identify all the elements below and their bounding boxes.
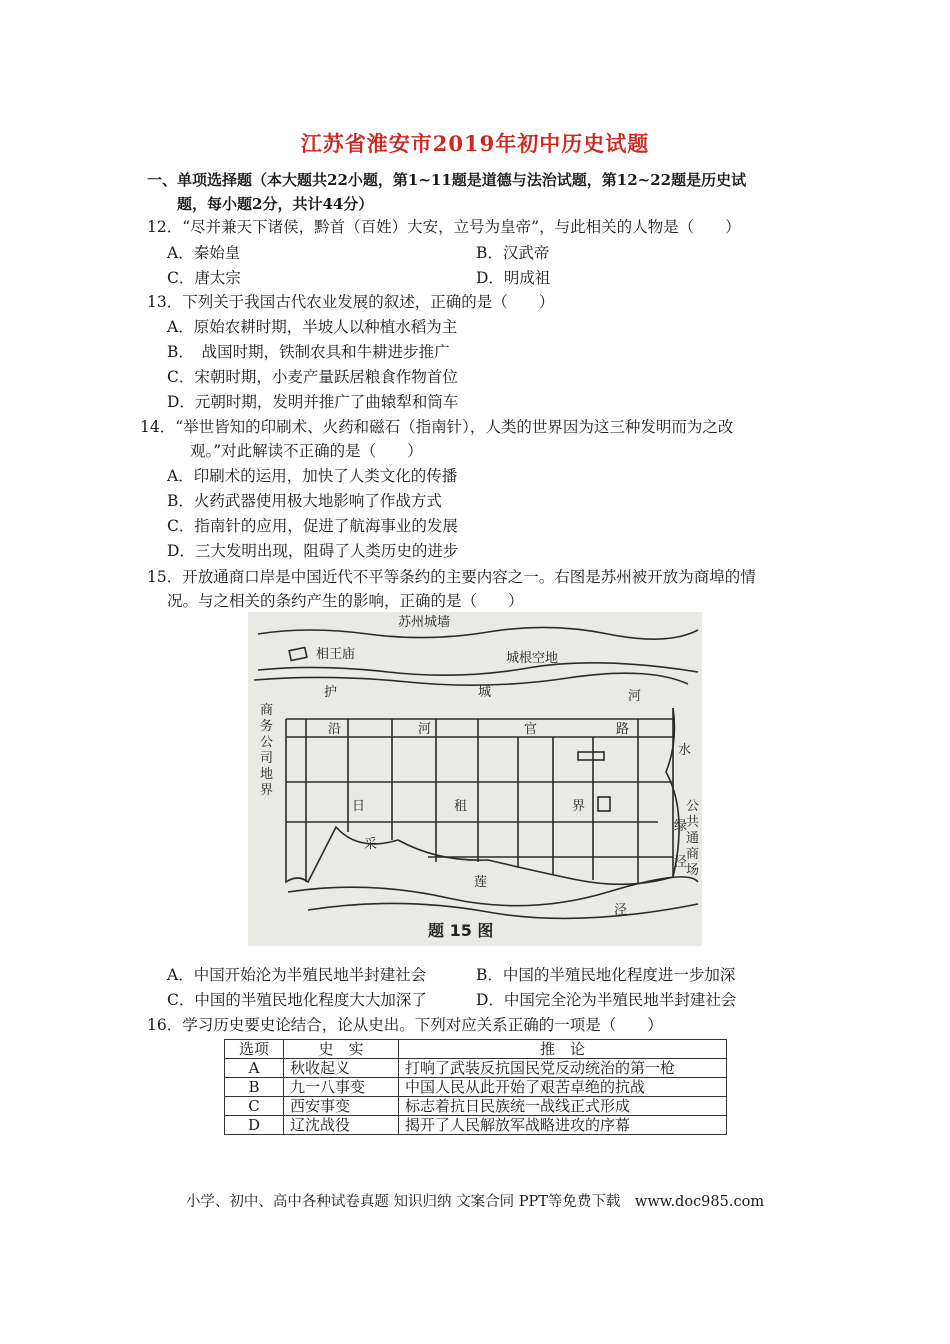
label-temple: 相王庙 bbox=[316, 647, 356, 662]
label-left-4: 司 bbox=[260, 751, 274, 766]
table-header: 史 实 bbox=[284, 1040, 399, 1059]
label-left-6: 界 bbox=[260, 783, 274, 798]
table-row bbox=[225, 1116, 727, 1135]
q14-stem-line2: 观。”对此解读不正确的是（ ） bbox=[190, 442, 423, 460]
q12-stem: 12．“尽并兼天下诸侯，黔首（百姓）大安，立号为皇帝”，与此相关的人物是（ ） bbox=[147, 218, 741, 236]
q12-option-a: A．秦始皇 bbox=[167, 244, 241, 262]
q12-option-b: B．汉武帝 bbox=[476, 244, 550, 262]
label-right-5: 场 bbox=[686, 863, 700, 878]
section-heading bbox=[147, 168, 827, 216]
table-row bbox=[225, 1097, 727, 1116]
table-cell-fact: 九一八事变 bbox=[284, 1078, 399, 1097]
q15-stem-line2: 况。与之相关的条约产生的影响，正确的是（ ） bbox=[167, 592, 524, 610]
q14-option-a: A．印刷术的运用，加快了人类文化的传播 bbox=[167, 467, 458, 485]
label-bottom-1: 采 bbox=[364, 837, 378, 852]
q13-option-c: C．宋朝时期，小麦产量跃居粮食作物首位 bbox=[167, 368, 458, 386]
label-moat-1: 护 bbox=[324, 685, 338, 700]
q15-option-d: D．中国完全沦为半殖民地半封建社会 bbox=[476, 991, 737, 1009]
table-cell-option: D bbox=[225, 1116, 284, 1135]
q14-option-b: B．火药武器使用极大地影响了作战方式 bbox=[167, 492, 442, 510]
q14-option-d: D．三大发明出现，阻碍了人类历史的进步 bbox=[167, 542, 459, 560]
page-title: 江苏省淮安市2019年初中历史试题 bbox=[300, 131, 650, 156]
suzhou-concession-map bbox=[248, 612, 702, 946]
label-wall: 苏州城墙 bbox=[398, 615, 451, 630]
label-right-1: 公 bbox=[686, 799, 700, 814]
label-moat-3: 河 bbox=[628, 689, 642, 704]
table-cell-option: C bbox=[225, 1097, 284, 1116]
label-road-3: 官 bbox=[524, 722, 538, 737]
q13-option-a: A．原始农耕时期，半坡人以种植水稻为主 bbox=[167, 318, 458, 336]
table-cell-inference: 揭开了人民解放军战略进攻的序幕 bbox=[399, 1116, 727, 1135]
page-footer: 小学、初中、高中各种试卷真题 知识归纳 文案合同 PPT等免费下载 www.doc985.com bbox=[185, 1194, 765, 1210]
label-left-5: 地 bbox=[260, 767, 274, 782]
label-open-land: 城根空地 bbox=[506, 651, 559, 666]
label-concession-2: 租 bbox=[454, 799, 468, 814]
q15-option-c: C．中国的半殖民地化程度大大加深了 bbox=[167, 991, 427, 1009]
label-water: 水 bbox=[678, 743, 692, 758]
label-road-1: 沿 bbox=[328, 722, 342, 737]
label-road-2: 河 bbox=[418, 722, 432, 737]
label-left-3: 公 bbox=[260, 735, 274, 750]
table-header-row bbox=[225, 1040, 727, 1059]
table-cell-inference: 中国人民从此开始了艰苦卓绝的抗战 bbox=[399, 1078, 727, 1097]
q13-option-b: B． 战国时期，铁制农具和牛耕进步推广 bbox=[167, 343, 450, 361]
q12-option-d: D．明成祖 bbox=[476, 269, 551, 287]
map-drawing bbox=[248, 612, 702, 946]
table-cell-option: B bbox=[225, 1078, 284, 1097]
label-moat-2: 城 bbox=[478, 685, 492, 700]
table-header: 选项 bbox=[225, 1040, 284, 1059]
label-left-2: 务 bbox=[260, 719, 274, 734]
river-bottom bbox=[288, 877, 698, 906]
table-cell-fact: 秋收起义 bbox=[284, 1059, 399, 1078]
label-right-4: 商 bbox=[686, 847, 700, 862]
table-header: 推 论 bbox=[399, 1040, 727, 1059]
city-wall-line bbox=[258, 627, 698, 639]
q15-stem-line1: 15．开放通商口岸是中国近代不平等条约的主要内容之一。右图是苏州被开放为商埠的情 bbox=[147, 568, 756, 586]
q14-option-c: C．指南针的应用，促进了航海事业的发展 bbox=[167, 517, 458, 535]
label-concession-3: 界 bbox=[572, 799, 586, 814]
table-cell-inference: 标志着抗日民族统一战线正式形成 bbox=[399, 1097, 727, 1116]
q15-option-b: B．中国的半殖民地化程度进一步加深 bbox=[476, 966, 736, 984]
label-left-1: 商 bbox=[260, 703, 274, 718]
table-cell-fact: 辽沈战役 bbox=[284, 1116, 399, 1135]
temple-marker bbox=[289, 647, 307, 660]
history-table bbox=[224, 1039, 727, 1135]
table-cell-option: A bbox=[225, 1059, 284, 1078]
label-right-2: 共 bbox=[686, 815, 700, 830]
label-bottom-2: 莲 bbox=[474, 875, 488, 890]
label-concession-1: 日 bbox=[352, 799, 366, 814]
table-cell-fact: 西安事变 bbox=[284, 1097, 399, 1116]
table-row bbox=[225, 1059, 727, 1078]
q16-stem: 16．学习历史要史论结合，论从史出。下列对应关系正确的一项是（ ） bbox=[147, 1016, 663, 1034]
q13-option-d: D．元朝时期，发明并推广了曲辕犁和筒车 bbox=[167, 393, 459, 411]
section-heading-line2: 题，每小题2分，共计44分） bbox=[177, 195, 374, 213]
q15-option-a: A．中国开始沦为半殖民地半封建社会 bbox=[167, 966, 427, 984]
q14-stem-line1: 14．“举世皆知的印刷术、火药和磁石（指南针），人类的世界因为这三种发明而为之改 bbox=[140, 418, 734, 436]
label-bottom-3: 泾 bbox=[614, 903, 628, 918]
label-road-4: 路 bbox=[616, 722, 630, 737]
q13-stem: 13．下列关于我国古代农业发展的叙述，正确的是（ ） bbox=[147, 293, 555, 311]
concession-boundary bbox=[286, 708, 673, 884]
section-heading-line1: 一、单项选择题（本大题共22小题，第1~11题是道德与法治试题，第12~22题是历史试 bbox=[147, 171, 747, 189]
table-row bbox=[225, 1078, 727, 1097]
label-right-3: 通 bbox=[686, 831, 700, 846]
label-jing-right: 泾 bbox=[674, 855, 688, 870]
label-lu: 绿 bbox=[674, 819, 688, 834]
table-cell-inference: 打响了武装反抗国民党反动统治的第一枪 bbox=[399, 1059, 727, 1078]
figure-caption: 题 15 图 bbox=[428, 921, 494, 940]
q12-option-c: C．唐太宗 bbox=[167, 269, 241, 287]
